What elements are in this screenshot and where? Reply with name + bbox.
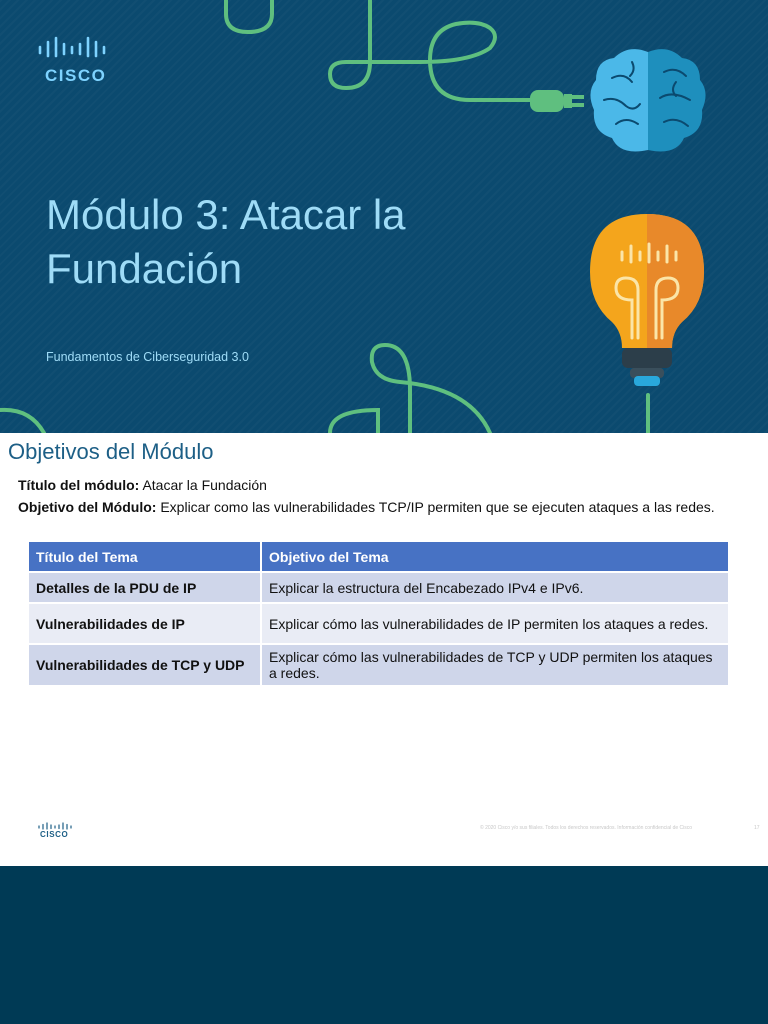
brain-icon [590,49,705,151]
empty-background [0,866,768,1024]
table-header-row [29,542,729,572]
lightbulb-icon [590,214,704,386]
objective-cell: Explicar cómo las vulnerabilidades de TCP y UDP permiten los ataques a redes. [261,644,729,685]
topic-cell: Vulnerabilidades de IP [29,603,261,644]
table-header-objective: Objetivo del Tema [261,542,729,572]
topic-cell: Vulnerabilidades de TCP y UDP [29,644,261,685]
objective-cell: Explicar cómo las vulnerabilidades de IP permiten los ataques a redes. [261,603,729,644]
module-title-line2: Fundación [46,245,243,292]
module-title-value: Atacar la Fundación [142,477,267,493]
course-subtitle: Fundamentos de Ciberseguridad 3.0 [46,350,249,364]
objectives-heading: Objetivos del Módulo [8,439,214,464]
topic-cell: Detalles de la PDU de IP [29,572,261,603]
title-slide [0,0,768,433]
table-header-topic: Título del Tema [29,542,261,572]
table-row [29,644,729,685]
module-title-row [18,476,738,494]
objectives-slide [0,433,768,866]
module-info [18,476,738,520]
objective-cell: Explicar la estructura del Encabezado IPv4 e IPv6. [261,572,729,603]
cisco-footer-logo-text: CISCO [40,830,69,839]
module-objective-value: Explicar como las vulnerabilidades TCP/IP permiten que se ejecuten ataques a las redes. [160,499,715,515]
plug-icon [530,90,584,112]
cisco-logo-icon [38,36,118,62]
cisco-footer-logo-icon [38,822,72,830]
table-row [29,603,729,644]
module-objective-label: Objetivo del Módulo: [18,499,157,515]
module-objective-row [18,498,738,516]
cisco-logo-text: CISCO [45,66,107,85]
topics-table [29,542,730,685]
module-title [46,188,526,296]
module-title-line1: Módulo 3: Atacar la [46,191,406,238]
module-title-label: Título del módulo: [18,477,140,493]
copyright-text: © 2020 Cisco y/o sus filiales. Todos los derechos reservados. Información confidencial de Cisco [480,825,693,831]
page-number: 17 [754,825,760,831]
table-row [29,572,729,603]
